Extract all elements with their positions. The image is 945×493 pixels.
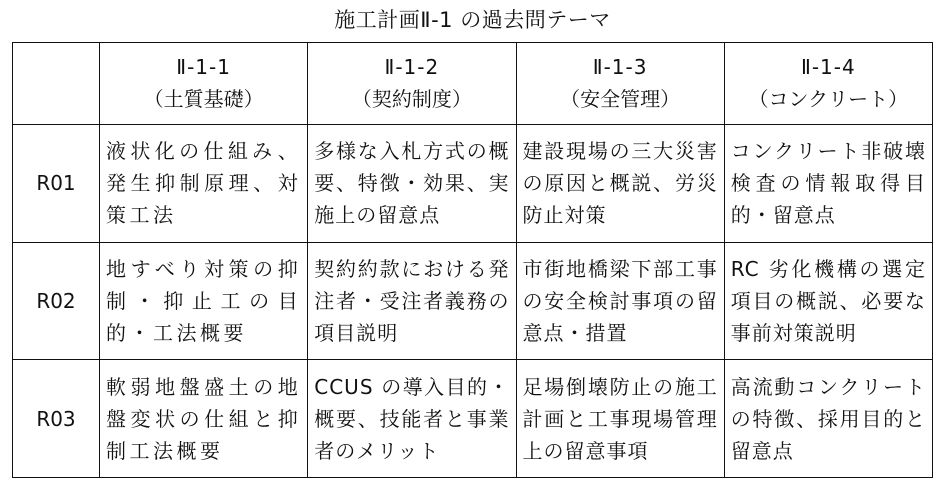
row-label: R03 [13,360,100,478]
table-cell: 地すべり対策の抑制・抑止工の目的・工法概要 [100,242,308,360]
table-cell: RC 劣化機構の選定項目の概説、必要な事前対策説明 [724,242,932,360]
column-subject: （コンクリート） [748,87,909,112]
column-header-2 [308,43,516,125]
table-cell: 多様な入札方式の概要、特徴・効果、実施上の留意点 [308,124,516,242]
table-row [13,242,933,360]
table-cell: コンクリート非破壊検査の情報取得目的・留意点 [724,124,932,242]
column-subject: （土質基礎） [143,87,264,112]
column-header-1 [100,43,308,125]
exam-topics-table [12,42,933,478]
table-cell: 契約約款における発注者・受注者義務の項目説明 [308,242,516,360]
table-cell: CCUS の導入目的・概要、技能者と事業者のメリット [308,360,516,478]
table-header-row [13,43,933,125]
column-subject: （契約制度） [351,87,472,112]
column-code: Ⅱ-1-4 [801,55,856,80]
table-cell: 足場倒壊防止の施工計画と工事現場管理上の留意事項 [516,360,724,478]
column-header-3 [516,43,724,125]
table-row [13,360,933,478]
table-cell: 市街地橋梁下部工事の安全検討事項の留意点・措置 [516,242,724,360]
table-cell: 高流動コンクリートの特徴、採用目的と留意点 [724,360,932,478]
table-row [13,124,933,242]
row-label: R02 [13,242,100,360]
table-cell: 液状化の仕組み、発生抑制原理、対策工法 [100,124,308,242]
row-label: R01 [13,124,100,242]
column-code: Ⅱ-1-3 [592,55,648,80]
column-header-4 [724,43,932,125]
table-cell: 建設現場の三大災害の原因と概説、労災防止対策 [516,124,724,242]
column-code: Ⅱ-1-1 [176,55,231,80]
column-code: Ⅱ-1-2 [384,55,440,80]
page-title: 施工計画Ⅱ-1 の過去問テーマ [334,8,611,32]
table-corner-cell [13,43,100,125]
table-cell: 軟弱地盤盛土の地盤変状の仕組と抑制工法概要 [100,360,308,478]
column-subject: （安全管理） [560,87,681,112]
